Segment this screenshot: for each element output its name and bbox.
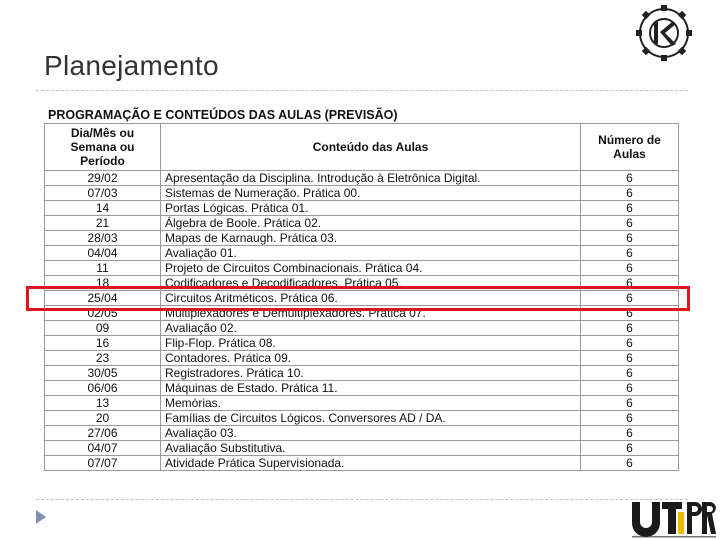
- schedule-table: [44, 123, 679, 471]
- row-content-cell: Circuitos Aritméticos. Prática 06.: [161, 291, 581, 306]
- row-count-cell: 6: [581, 351, 679, 366]
- row-date-cell: 23: [45, 351, 161, 366]
- table-row: [45, 306, 679, 321]
- row-date-cell: 30/05: [45, 366, 161, 381]
- row-date-cell: 02/05: [45, 306, 161, 321]
- table-row: [45, 441, 679, 456]
- row-content-cell: Registradores. Prática 10.: [161, 366, 581, 381]
- slide-nav-arrow-icon[interactable]: [36, 510, 46, 524]
- row-content-cell: Flip-Flop. Prática 08.: [161, 336, 581, 351]
- row-content-cell: Contadores. Prática 09.: [161, 351, 581, 366]
- row-date-cell: 14: [45, 201, 161, 216]
- table-row: [45, 351, 679, 366]
- row-date-cell: 21: [45, 216, 161, 231]
- row-count-cell: 6: [581, 291, 679, 306]
- row-date-cell: 28/03: [45, 231, 161, 246]
- table-header-row: [45, 124, 679, 171]
- row-date-cell: 18: [45, 276, 161, 291]
- row-count-cell: 6: [581, 441, 679, 456]
- row-count-cell: 6: [581, 366, 679, 381]
- table-row: [45, 231, 679, 246]
- row-count-cell: 6: [581, 381, 679, 396]
- row-content-cell: Mapas de Karnaugh. Prática 03.: [161, 231, 581, 246]
- table-row: [45, 396, 679, 411]
- row-count-cell: 6: [581, 246, 679, 261]
- row-count-cell: 6: [581, 276, 679, 291]
- row-content-cell: Avaliação Substitutiva.: [161, 441, 581, 456]
- row-count-cell: 6: [581, 171, 679, 186]
- table-row: [45, 261, 679, 276]
- row-date-cell: 04/04: [45, 246, 161, 261]
- table-row: [45, 381, 679, 396]
- table-row: [45, 426, 679, 441]
- row-content-cell: Famílias de Circuitos Lógicos. Conversores AD / DA.: [161, 411, 581, 426]
- row-date-cell: 11: [45, 261, 161, 276]
- row-date-cell: 07/07: [45, 456, 161, 471]
- row-content-cell: Avaliação 02.: [161, 321, 581, 336]
- table-row: [45, 171, 679, 186]
- row-count-cell: 6: [581, 261, 679, 276]
- table-row: [45, 216, 679, 231]
- slide-title: Planejamento: [44, 50, 219, 81]
- row-date-cell: 09: [45, 321, 161, 336]
- row-content-cell: Avaliação 01.: [161, 246, 581, 261]
- row-date-cell: 27/06: [45, 426, 161, 441]
- row-date-cell: 29/02: [45, 171, 161, 186]
- row-content-cell: Codificadores e Decodificadores. Prática 05.: [161, 276, 581, 291]
- table-row: [45, 246, 679, 261]
- schedule-document: [40, 107, 680, 471]
- row-count-cell: 6: [581, 216, 679, 231]
- utfpr-logo: [630, 500, 716, 540]
- table-row: [45, 321, 679, 336]
- table-row: [45, 186, 679, 201]
- bottom-divider: [36, 499, 688, 500]
- university-seal-logo: [628, 2, 702, 62]
- row-content-cell: Memórias.: [161, 396, 581, 411]
- row-count-cell: 6: [581, 186, 679, 201]
- table-row: [45, 276, 679, 291]
- row-date-cell: 04/07: [45, 441, 161, 456]
- row-content-cell: Álgebra de Boole. Prática 02.: [161, 216, 581, 231]
- row-content-cell: Apresentação da Disciplina. Introdução à Eletrônica Digital.: [161, 171, 581, 186]
- row-date-cell: 06/06: [45, 381, 161, 396]
- table-row: [45, 291, 679, 306]
- column-header-content: Conteúdo das Aulas: [161, 124, 581, 171]
- row-date-cell: 13: [45, 396, 161, 411]
- row-content-cell: Máquinas de Estado. Prática 11.: [161, 381, 581, 396]
- row-date-cell: 25/04: [45, 291, 161, 306]
- row-count-cell: 6: [581, 396, 679, 411]
- row-date-cell: 16: [45, 336, 161, 351]
- table-row: [45, 366, 679, 381]
- table-row: [45, 456, 679, 471]
- row-count-cell: 6: [581, 306, 679, 321]
- column-header-count: Número de Aulas: [581, 124, 679, 171]
- top-divider: [36, 90, 688, 91]
- table-row: [45, 201, 679, 216]
- row-count-cell: 6: [581, 321, 679, 336]
- row-content-cell: Atividade Prática Supervisionada.: [161, 456, 581, 471]
- row-count-cell: 6: [581, 426, 679, 441]
- row-date-cell: 20: [45, 411, 161, 426]
- row-content-cell: Sistemas de Numeração. Prática 00.: [161, 186, 581, 201]
- row-count-cell: 6: [581, 201, 679, 216]
- row-count-cell: 6: [581, 411, 679, 426]
- row-count-cell: 6: [581, 456, 679, 471]
- row-date-cell: 07/03: [45, 186, 161, 201]
- row-content-cell: Multiplexadores e Demultiplexadores. Prática 07.: [161, 306, 581, 321]
- row-content-cell: Projeto de Circuitos Combinacionais. Prática 04.: [161, 261, 581, 276]
- row-content-cell: Portas Lógicas. Prática 01.: [161, 201, 581, 216]
- row-content-cell: Avaliação 03.: [161, 426, 581, 441]
- table-row: [45, 336, 679, 351]
- row-count-cell: 6: [581, 336, 679, 351]
- table-row: [45, 411, 679, 426]
- document-heading: PROGRAMAÇÃO E CONTEÚDOS DAS AULAS (PREVISÃO): [48, 108, 398, 122]
- column-header-date: Dia/Mês ou Semana ou Período: [45, 124, 161, 171]
- row-count-cell: 6: [581, 231, 679, 246]
